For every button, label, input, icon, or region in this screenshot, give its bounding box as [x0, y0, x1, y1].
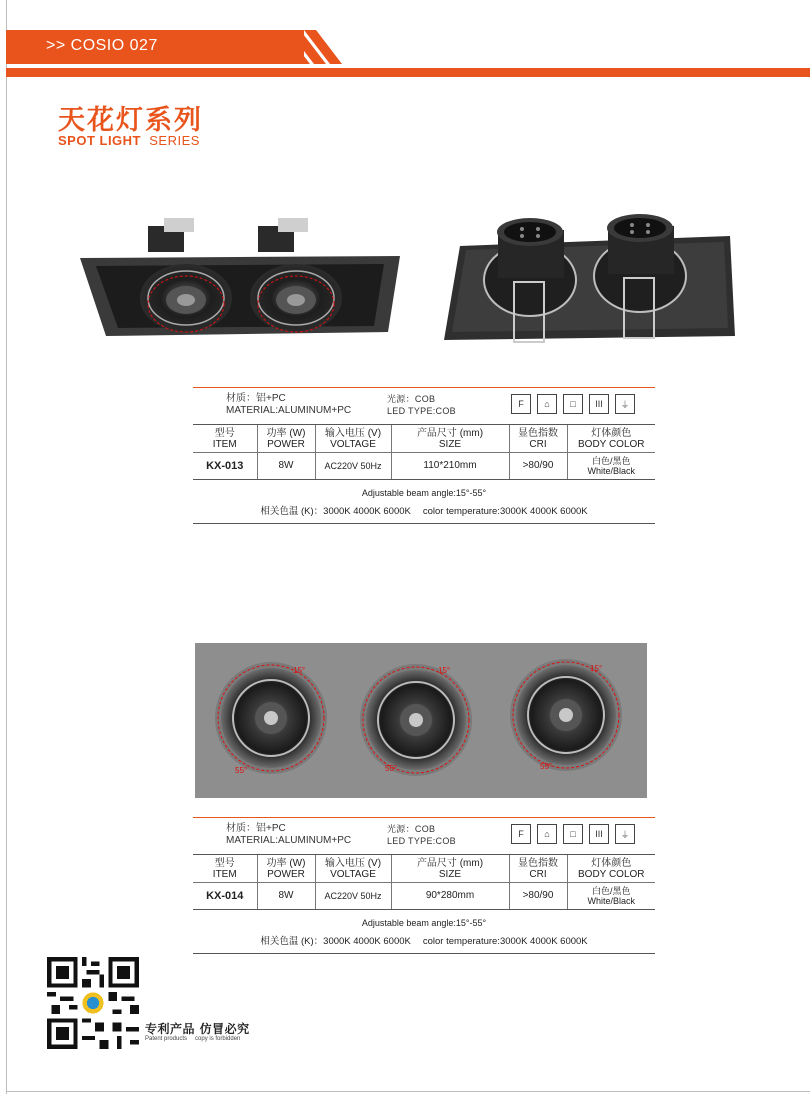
- indoor-use-icon: ⌂: [537, 824, 557, 844]
- beam-angle-text: Adjustable beam angle:15°-55°: [361, 487, 487, 498]
- angle-label-max-2: 55°: [385, 764, 398, 773]
- lamp-3: [510, 659, 622, 771]
- header-rule: [6, 68, 810, 77]
- light-source-cn: 光源：COB: [387, 394, 436, 404]
- spec-table: [193, 425, 655, 479]
- patent-notice-cn: 专利产品 仿冒必究: [145, 1022, 250, 1036]
- header-voltage: 输入电压 (V) VOLTAGE: [315, 855, 391, 883]
- page-border-bottom: [6, 1091, 810, 1092]
- ground-icon: ⏚: [615, 394, 635, 414]
- material-info: [226, 823, 351, 847]
- class-iii-icon: III: [589, 394, 609, 414]
- angle-label-max-3: 55°: [540, 762, 553, 771]
- header-power: 功率 (W) POWER: [257, 425, 315, 453]
- cri-value: >80/90: [509, 883, 567, 909]
- spec-table: [193, 855, 655, 909]
- item-value: KX-013: [206, 459, 244, 472]
- power-value: 8W: [257, 453, 315, 479]
- spec-bottom-rule: [193, 523, 655, 524]
- light-source-info: [387, 823, 456, 847]
- color-temp-text: 相关色温 (K)：3000K 4000K 6000K color temperature:3000K 4000K 6000K: [260, 505, 588, 517]
- material-cn: 材质：铝+PC: [226, 393, 286, 404]
- color-temp-text: 相关色温 (K)：3000K 4000K 6000K color temperature:3000K 4000K 6000K: [260, 935, 588, 947]
- body-color-value: 白色/黑色 White/Black: [567, 883, 655, 909]
- f-mark-icon: F: [511, 824, 531, 844]
- light-source-en: LED TYPE:COB: [387, 406, 456, 416]
- spec-data-row: [193, 453, 655, 479]
- double-insulation-icon: □: [563, 824, 583, 844]
- angle-label-min-1: 15°: [293, 666, 306, 675]
- header-item: 型号 ITEM: [193, 855, 257, 883]
- header-body-color: 灯体颜色 BODY COLOR: [567, 425, 655, 453]
- page-subtitle: [58, 133, 200, 148]
- spec-block-kx014: [193, 817, 655, 954]
- cri-value: >80/90: [509, 453, 567, 479]
- angle-label-min-2: 15°: [438, 666, 451, 675]
- product-kx014-front-image: [195, 643, 647, 798]
- size-value: 90*280mm: [391, 883, 509, 909]
- header-cri: 显色指数 CRI: [509, 425, 567, 453]
- indoor-use-icon: ⌂: [537, 394, 557, 414]
- double-insulation-icon: □: [563, 394, 583, 414]
- header-voltage: 输入电压 (V) VOLTAGE: [315, 425, 391, 453]
- header-body-color: 灯体颜色 BODY COLOR: [567, 855, 655, 883]
- spec-data-row: [193, 883, 655, 909]
- subtitle-bold: SPOT LIGHT: [58, 133, 141, 148]
- item-value: KX-014: [206, 889, 244, 902]
- header-size: 产品尺寸 (mm) SIZE: [391, 855, 509, 883]
- header-power: 功率 (W) POWER: [257, 855, 315, 883]
- material-row: [193, 388, 655, 424]
- light-source-en: LED TYPE:COB: [387, 836, 456, 846]
- light-source-info: [387, 393, 456, 417]
- header-item: 型号 ITEM: [193, 425, 257, 453]
- product-kx013-back-image: [440, 210, 735, 348]
- voltage-value: AC220V 50Hz: [315, 883, 391, 909]
- product-kx013-front-image: [78, 210, 408, 345]
- ground-icon: ⏚: [615, 824, 635, 844]
- beam-angle-text: Adjustable beam angle:15°-55°: [361, 917, 487, 928]
- header-stripes: [270, 30, 350, 64]
- f-mark-icon: F: [511, 394, 531, 414]
- material-info: [226, 393, 351, 417]
- spec-header-row: [193, 855, 655, 883]
- lamp-1: [215, 662, 327, 774]
- size-value: 110*210mm: [391, 453, 509, 479]
- lamp-2: [360, 664, 472, 776]
- certification-icons: [511, 394, 635, 414]
- material-en: MATERIAL:ALUMINUM+PC: [226, 835, 352, 846]
- spec-header-row: [193, 425, 655, 453]
- class-iii-icon: III: [589, 824, 609, 844]
- certification-icons: [511, 824, 635, 844]
- header-cri: 显色指数 CRI: [509, 855, 567, 883]
- series-code: >> COSIO 027: [46, 37, 158, 54]
- material-cn: 材质：铝+PC: [226, 823, 286, 834]
- subtitle-light: SERIES: [149, 133, 200, 148]
- power-value: 8W: [257, 883, 315, 909]
- angle-label-min-3: 15°: [590, 664, 603, 673]
- body-color-value: 白色/黑色 White/Black: [567, 453, 655, 479]
- material-row: [193, 818, 655, 854]
- qr-code[interactable]: [47, 957, 139, 1049]
- page-border-left: [6, 0, 7, 1094]
- light-source-cn: 光源：COB: [387, 824, 436, 834]
- spec-block-kx013: [193, 387, 655, 524]
- spec-bottom-rule: [193, 953, 655, 954]
- page-title: 天花灯系列: [58, 105, 203, 136]
- voltage-value: AC220V 50Hz: [315, 453, 391, 479]
- patent-notice-en: Patent products copy is forbidden: [145, 1036, 241, 1042]
- material-en: MATERIAL:ALUMINUM+PC: [226, 405, 352, 416]
- header-size: 产品尺寸 (mm) SIZE: [391, 425, 509, 453]
- angle-label-max-1: 55°: [235, 766, 248, 775]
